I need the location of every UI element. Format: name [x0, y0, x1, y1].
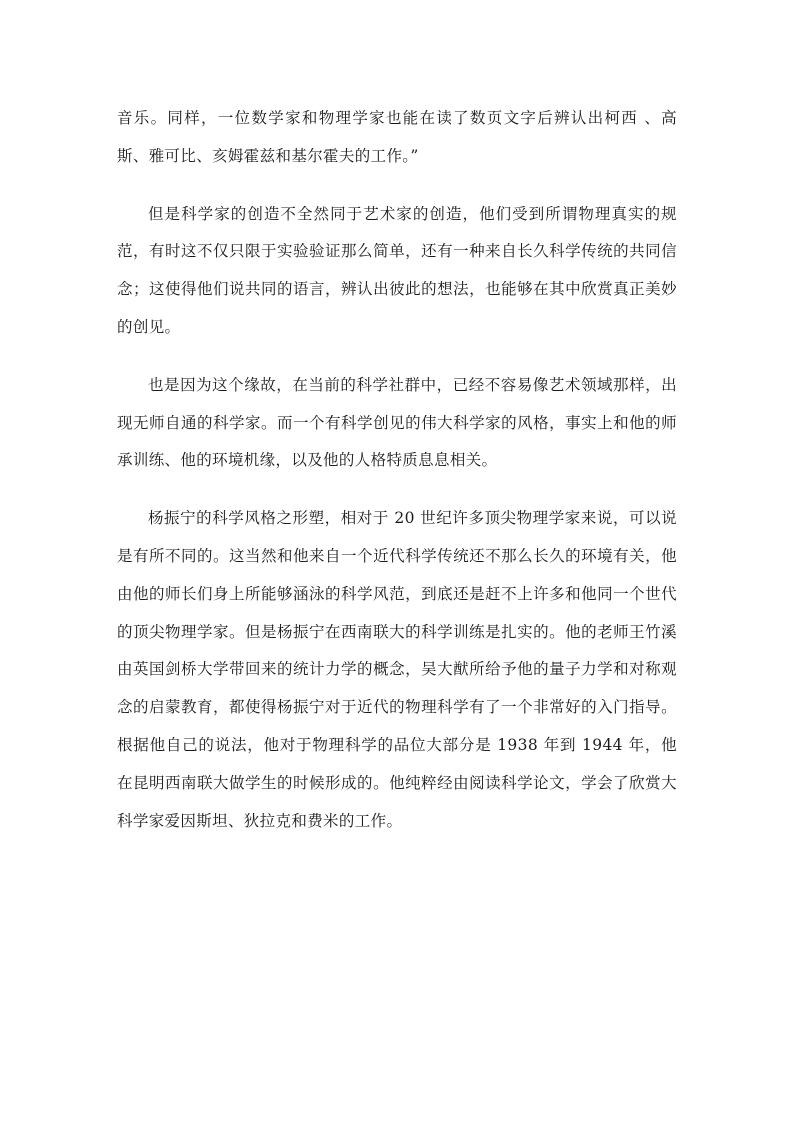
paragraph-yang-style: 杨振宁的科学风格之形塑，相对于 20 世纪许多顶尖物理学家来说，可以说是有所不同的。这当然和他来自一个近代科学传统还不那么长久的环境有关，他由他的师长们身上所能够涵泳的科学风范，到底还是赶不上许多和他同一个世代的顶尖物理学家。但是杨振宁在西南联大的科学训练是扎实的。他的老师王竹溪由英国剑桥大学带回来的统计力学的概念，吴大猷所给予他的量子力学和对称观念的启蒙教育，都使得杨振宁对于近代的物理科学有了一个非常好的入门指导。根据他自己的说法，他对于物理科学的品位大部分是 1938 年到 1944 年，他在昆明西南联大做学生的时候形成的。他纯粹经由阅读科学论文，学会了欣赏大科学家爱因斯坦、狄拉克和费米的工作。 [117, 509, 677, 830]
body-text [117, 100, 677, 860]
paragraph-scientific-community: 也是因为这个缘故，在当前的科学社群中，已经不容易像艺术领域那样，出现无师自通的科学家。而一个有科学创见的伟大科学家的风格，事实上和他的师承训练、他的环境机缘，以及他的人格特质息息相关。 [117, 375, 677, 470]
paragraph-scientist-creation: 但是科学家的创造不全然同于艺术家的创造，他们受到所谓物理真实的规范，有时这不仅只限于实验验证那么简单，还有一种来自长久科学传统的共同信念；这使得他们说共同的语言，辨认出彼此的想法，也能够在其中欣赏真正美妙的创见。 [117, 204, 677, 336]
paragraph-continued: 音乐。同样，一位数学家和物理学家也能在读了数页文字后辨认出柯西 、高斯、雅可比、亥姆霍兹和基尔霍夫的工作。” [117, 109, 677, 165]
